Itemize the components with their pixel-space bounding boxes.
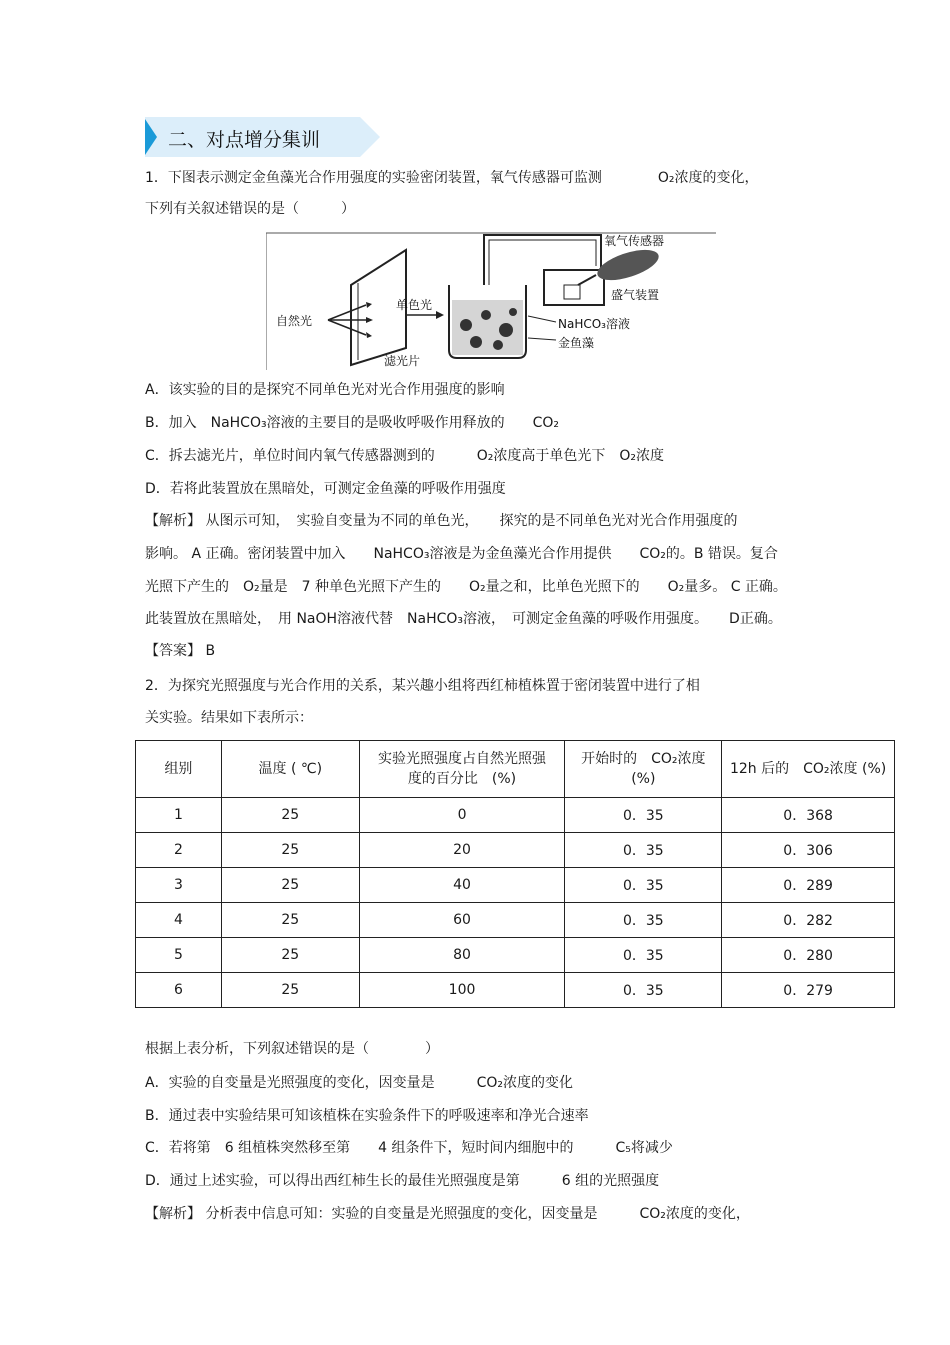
cell-co2-start: 0．35 <box>565 938 722 973</box>
cell-co2-12h: 0．280 <box>722 938 895 973</box>
header-co2-start: 开始时的 CO₂浓度(%) <box>565 741 722 798</box>
label-oxygen-sensor: 氧气传感器 <box>604 234 665 248</box>
table-row <box>136 938 895 973</box>
cell-light-percent: 100 <box>359 973 565 1008</box>
table-header-row <box>136 741 895 798</box>
q2-analysis-line-1: 【解析】 分析表中信息可知：实验的自变量是光照强度的变化，因变量是 CO₂浓度的变化， <box>145 1206 750 1222</box>
q2-question: 根据上表分析，下列叙述错误的是（ ） <box>145 1041 439 1057</box>
label-gas-container: 盛气装置 <box>611 288 660 302</box>
q1-analysis-line-2: 影响。 A 正确。密闭装置中加入 NaHCO₃溶液是为金鱼藻光合作用提供 CO₂的。B 错误。复合 <box>145 546 778 562</box>
table-row <box>136 973 895 1008</box>
section-title: 二、对点增分集训 <box>168 129 321 151</box>
q1-option-a: A．该实验的目的是探究不同单色光对光合作用强度的影响 <box>145 382 505 398</box>
q2-option-b: B．通过表中实验结果可知该植株在实验条件下的呼吸速率和净光合速率 <box>145 1108 589 1124</box>
q2-stem-line-1: 2．为探究光照强度与光合作用的关系，某兴趣小组将西红柿植株置于密闭装置中进行了相 <box>145 678 700 694</box>
q1-option-c: C．拆去滤光片，单位时间内氧气传感器测到的 O₂浓度高于单色光下 O₂浓度 <box>145 448 665 464</box>
cell-co2-start: 0．35 <box>565 798 722 833</box>
cell-light-percent: 60 <box>359 903 565 938</box>
q1-option-b: B．加入 NaHCO₃溶液的主要目的是吸收呼吸作用释放的 CO₂ <box>145 415 559 431</box>
q2-option-c: C．若将第 6 组植株突然移至第 4 组条件下，短时间内细胞中的 C₅将减少 <box>145 1140 673 1156</box>
q1-answer: 【答案】 B <box>145 643 216 659</box>
cell-temperature: 25 <box>221 973 359 1008</box>
table-row <box>136 798 895 833</box>
cell-temperature: 25 <box>221 798 359 833</box>
cell-co2-start: 0．35 <box>565 833 722 868</box>
cell-temperature: 25 <box>221 833 359 868</box>
cell-co2-12h: 0．279 <box>722 973 895 1008</box>
header-temperature: 温度 ( ℃) <box>221 741 359 798</box>
label-natural-light: 自然光 <box>276 314 313 328</box>
cell-group: 3 <box>136 868 222 903</box>
cell-group: 1 <box>136 798 222 833</box>
cell-temperature: 25 <box>221 938 359 973</box>
label-nahco3: NaHCO₃溶液 <box>558 317 630 331</box>
cell-group: 6 <box>136 973 222 1008</box>
cell-co2-start: 0．35 <box>565 973 722 1008</box>
q2-option-a: A．实验的自变量是光照强度的变化，因变量是 CO₂浓度的变化 <box>145 1075 573 1091</box>
label-algae: 金鱼藻 <box>558 336 595 350</box>
q2-option-d: D．通过上述实验，可以得出西红柿生长的最佳光照强度是第 6 组的光照强度 <box>145 1173 660 1189</box>
cell-group: 2 <box>136 833 222 868</box>
cell-co2-12h: 0．306 <box>722 833 895 868</box>
table-row <box>136 833 895 868</box>
q1-stem-line-2: 下列有关叙述错误的是（ ） <box>145 201 355 217</box>
experiment-figure <box>266 230 716 370</box>
results-table <box>135 740 895 1008</box>
header-light-percent: 实验光照强度占自然光照强度的百分比 (%) <box>359 741 565 798</box>
cell-light-percent: 80 <box>359 938 565 973</box>
label-mono-light: 单色光 <box>396 298 433 312</box>
q1-analysis-line-4: 此装置放在黑暗处， 用 NaOH溶液代替 NaHCO₃溶液， 可测定金鱼藻的呼吸作用强度。 D正确。 <box>145 611 782 627</box>
header-group: 组别 <box>136 741 222 798</box>
cell-temperature: 25 <box>221 903 359 938</box>
cell-co2-start: 0．35 <box>565 868 722 903</box>
cell-co2-12h: 0．282 <box>722 903 895 938</box>
table-row <box>136 868 895 903</box>
table-row <box>136 903 895 938</box>
cell-light-percent: 0 <box>359 798 565 833</box>
header-co2-12h: 12h 后的 CO₂浓度 (%) <box>722 741 895 798</box>
cell-co2-12h: 0．368 <box>722 798 895 833</box>
q2-stem-line-2: 关实验。结果如下表所示： <box>145 710 313 726</box>
q1-option-d: D．若将此装置放在黑暗处，可测定金鱼藻的呼吸作用强度 <box>145 481 506 497</box>
q1-stem-line-1: 1．下图表示测定金鱼藻光合作用强度的实验密闭装置，氧气传感器可监测 O₂浓度的变化， <box>145 170 759 186</box>
cell-group: 5 <box>136 938 222 973</box>
cell-light-percent: 20 <box>359 833 565 868</box>
cell-light-percent: 40 <box>359 868 565 903</box>
q1-analysis-line-1: 【解析】 从图示可知， 实验自变量为不同的单色光， 探究的是不同单色光对光合作用强度的 <box>145 513 738 529</box>
label-filter: 滤光片 <box>384 354 421 368</box>
cell-temperature: 25 <box>221 868 359 903</box>
cell-co2-12h: 0．289 <box>722 868 895 903</box>
cell-group: 4 <box>136 903 222 938</box>
q1-analysis-line-3: 光照下产生的 O₂量是 7 种单色光照下产生的 O₂量之和，比单色光照下的 O₂量多。 C 正确。 <box>145 579 787 595</box>
cell-co2-start: 0．35 <box>565 903 722 938</box>
